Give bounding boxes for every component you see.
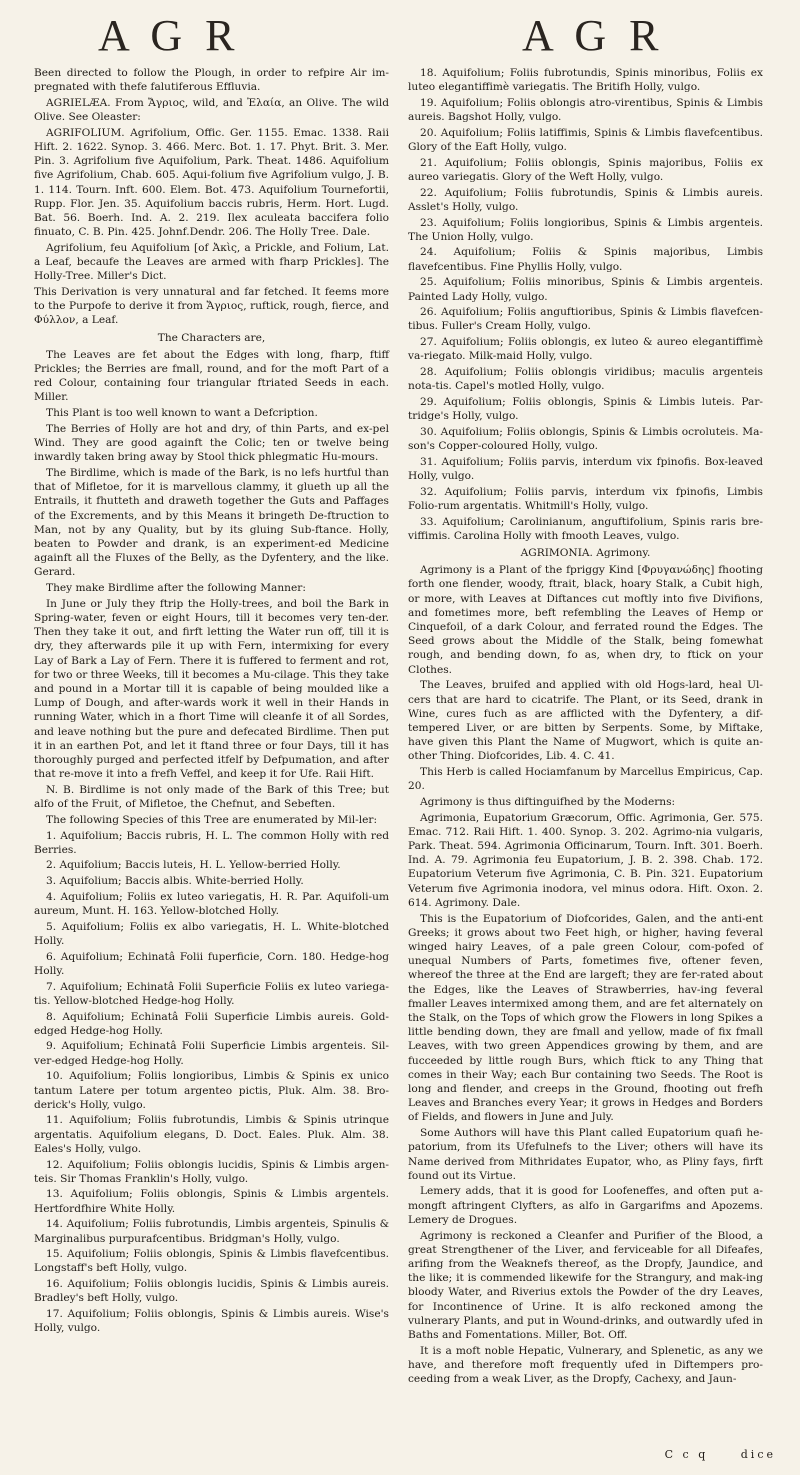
paragraph: 13. Aquifolium; Foliis oblongis, Spinis & Limbis argentels. Hertfordfhire White Holly. (34, 1188, 389, 1215)
paragraph: 9. Aquifolium; Echinatâ Folii Superficie Limbis argenteis. Sil-ver-edged Hedge-hog Holly. (34, 1040, 389, 1067)
paragraph: 29. Aquifolium; Foliis oblongis, Spinis & Limbis luteis. Par-tridge's Holly, vulgo. (408, 395, 763, 423)
paragraph: 1. Aquifolium; Baccis rubris, H. L. The common Holly with red Berries. (34, 829, 389, 856)
signature-mark: C c q (664, 1448, 709, 1461)
paragraph: This Derivation is very unnatural and far fetched. It feems more to the Purpofe to derive it from Ἄγριος, ruftick, rough, fierce, and Φύλλον, a Leaf. (34, 286, 389, 327)
paragraph: The Leaves are fet about the Edges with long, fharp, ftiff Prickles; the Berries are fmall, round, and for the moft Part of a red Colour, containing four triangular ftriated Seeds in each. Miller. (34, 348, 389, 404)
paragraph: 6. Aquifolium; Echinatâ Folii fuperficie, Corn. 180. Hedge-hog Holly. (34, 950, 389, 977)
paragraph: 31. Aquifolium; Foliis parvis, interdum vix fpinofis. Box-leaved Holly, vulgo. (408, 455, 763, 482)
paragraph: Been directed to follow the Plough, in order to refpire Air im-pregnated with thefe falutiferous Effluvia. (34, 67, 389, 94)
running-head-left: A G R (98, 11, 241, 60)
paragraph: Some Authors will have this Plant called Eupatorium quafi he-patorium, from its Ufefulnefs to the Liver; others will have its Name derived from Mithridates Eupator, who, as Pliny fays, firft found out its Virtue. (408, 1127, 763, 1182)
paragraph: This Plant is too well known to want a Defcription. (46, 407, 318, 420)
paragraph: 24. Aquifolium; Foliis & Spinis majoribus, Limbis flavefcentibus. Fine Phyllis Holly, vulgo. (408, 246, 763, 273)
paragraph: 2. Aquifolium; Baccis luteis, H. L. Yellow-berried Holly. (46, 859, 341, 872)
paragraph: 30. Aquifolium; Foliis oblongis, Spinis & Limbis ocroluteis. Ma-son's Copper-coloured Holly, vulgo. (408, 425, 763, 453)
paragraph: The Birdlime, which is made of the Bark, is no lefs hurtful than that of Mifletoe, for it is marvellous clammy, it glueth up all the Entrails, it fhutteth and draweth together the Guts and Paffages of the Excrements, and by this Means it bringeth De-ftruction to Man, not by any Quality, but by its gluing Sub-ftance. Holly, beaten to Powder and drank, is an experiment-ed Medicine againft all the Fluxes of the Belly, as the Dyfentery, and the like. Gerard. (34, 466, 389, 579)
paragraph: 32. Aquifolium; Foliis parvis, interdum vix fpinofis, Limbis Folio-rum argentatis. Whitmill's Holly, vulgo. (408, 485, 763, 512)
paragraph: AGRIMONIA. Agrimony. (520, 547, 651, 559)
paragraph: Agrimony is a Plant of the fpriggy Kind [Φρυγανώδης] fhooting forth one flender, woody, ftrait, black, hoary Stalk, a Cubit high, or more, with Leaves at Diftances cut moftly into five Divifions, and fometimes more, beft refembling the Leaves of Hemp or Cinquefoil, of a dark Colour, and ferrated round the Edges. The Seed grows about the Middle of the Stalk, being fomewhat rough, and bending down, fo as, when dry, to ftick on your Clothes. (408, 564, 763, 676)
paragraph: 27. Aquifolium; Foliis oblongis, ex luteo & aureo elegantiffimè va-riegato. Milk-maid Holly, vulgo. (408, 336, 763, 363)
paragraph: Agrifolium, feu Aquifolium [of Ἀκὶς, a Prickle, and Folium, Lat. a Leaf, becaufe the Leaves are armed with fharp Prickles]. The Holly-Tree. Miller's Dict. (34, 241, 389, 283)
paragraph: 4. Aquifolium; Foliis ex luteo variegatis, H. R. Par. Aquifoli-um aureum, Munt. H. 163. Yellow-blotched Holly. (34, 890, 389, 918)
paragraph: 3. Aquifolium; Baccis albis. White-berried Holly. (46, 875, 304, 888)
paragraph: 18. Aquifolium; Foliis fubrotundis, Spinis minoribus, Foliis ex luteo elegantiffimè variegatis. The Britifh Holly, vulgo. (408, 67, 763, 94)
paragraph: The Leaves, bruifed and applied with old Hogs-lard, heal Ul-cers that are hard to cicatrife. The Plant, or its Seed, drank in Wine, cures fuch as are afflicted with the Dyfentery, a dif-tempered Liver, or are bitten by Serpents. Some, by Miftake, have given this Plant the Name of Mugwort, which is quite an-other Thing. Diofcorides, Lib. 4. C. 41. (408, 679, 763, 763)
paragraph: 8. Aquifolium; Echinatâ Folii Superficie Limbis aureis. Gold-edged Hedge-hog Holly. (34, 1010, 389, 1037)
paragraph: In June or July they ftrip the Holly-trees, and boil the Bark in Spring-water, feven or eight Hours, till it becomes very ten-der. Then they take it out, and firft letting the Water run off, till it is dry, they afterwards pile it up with Fern, intermixing for every Lay of Bark a Lay of Fern. There it is fuffered to ferment and rot, for two or three Weeks, till it becomes a Mu-cilage. This they take and pound in a Mortar till it is capable of being moulded like a Lump of Dough, and after-wards work it well in their Hands in running Water, which in a fhort Time will cleanfe it of all Sordes, and leave nothing but the pure and defecated Birdlime. Then put it in an earthen Pot, and let it ftand three or four Days, till it has thoroughly purged and perfected itfelf by Defpumation, and after that re-move it into a frefh Veffel, and keep it for Ufe. Raii Hift. (34, 597, 389, 781)
paragraph: 12. Aquifolium; Foliis oblongis lucidis, Spinis & Limbis argen-teis. Sir Thomas Franklin's Holly, vulgo. (34, 1158, 389, 1185)
paragraph: AGRIELÆA. From Ἄγριος, wild, and Ἐλαία, an Olive. The wild Olive. See Oleaster: (34, 96, 389, 124)
running-head-right: A G R (522, 11, 665, 60)
paragraph: AGRIFOLIUM. Agrifolium, Offic. Ger. 1155. Emac. 1338. Raii Hift. 2. 1622. Synop. 3. 466. Merc. Bot. 1. 17. Phyt. Brit. 3. Mer. Pin. 3. Agrifolium five Aquifolium, Park. Theat. 1486. Aquifolium five Agrifolium, Chab. 605. Aqui-folium five Agrifolium vulgo, J. B. 1. 114. Tourn. Inft. 600. Elem. Bot. 473. Aquifolium Tournefortii, Rupp. Flor. Jen. 35. Aquifolium baccis rubris, Herm. Hort. Lugd. Bat. 56. Boerh. Ind. A. 2. 219. Ilex aculeata baccifera folio finuato, C. B. Pin. 425. Johnf.Dendr. 206. The Holly Tree. Dale. (34, 126, 389, 239)
paragraph: 33. Aquifolium; Carolinianum, anguftifolium, Spinis raris bre-viffimis. Carolina Holly with fmooth Leaves, vulgo. (408, 515, 763, 542)
paragraph: 19. Aquifolium; Foliis oblongis atro-virentibus, Spinis & Limbis aureis. Bagshot Holly, vulgo. (408, 96, 763, 124)
paragraph: It is a moft noble Hepatic, Vulnerary, and Splenetic, as any we have, and therefore moft frequently ufed in Diftempers pro-ceeding from a weak Liver, as the Dropfy, Cachexy, and Jaun- (408, 1344, 763, 1386)
left-column (34, 66, 389, 1337)
paragraph: 21. Aquifolium; Foliis oblongis, Spinis majoribus, Foliis ex aureo variegatis. Glory of the Weft Holly, vulgo. (408, 156, 763, 183)
paragraph: 14. Aquifolium; Foliis fubrotundis, Limbis argenteis, Spinulis & Marginalibus purpurafcentibus. Bridgman's Holly, vulgo. (34, 1218, 389, 1245)
paragraph: 10. Aquifolium; Foliis longioribus, Limbis & Spinis ex unico tantum Latere per totum argenteo pictis, Pluk. Alm. 38. Bro-derick's Holly, vulgo. (34, 1070, 389, 1111)
paragraph: 22. Aquifolium; Foliis fubrotundis, Spinis & Limbis aureis. Asslet's Holly, vulgo. (408, 186, 763, 213)
paragraph: 25. Aquifolium; Foliis minoribus, Spinis & Limbis argenteis. Painted Lady Holly, vulgo. (408, 276, 763, 303)
paragraph: 15. Aquifolium; Foliis oblongis, Spinis & Limbis flavefcentibus. Longstaff's beft Holly, vulgo. (34, 1248, 389, 1275)
paragraph: 26. Aquifolium; Foliis anguftioribus, Spinis & Limbis flavefcen-tibus. Fuller's Cream Holly, vulgo. (408, 306, 763, 333)
paragraph: Lemery adds, that it is good for Loofeneffes, and often put a-mongft aftringent Clyfters, as alfo in Gargarifms and Apozems. Lemery de Drogues. (408, 1185, 763, 1226)
paragraph: N. B. Birdlime is not only made of the Bark of this Tree; but alfo of the Fruit, of Mifletoe, the Chefnut, and Sebeften. (34, 783, 389, 811)
paragraph: This is the Eupatorium of Diofcorides, Galen, and the anti-ent Greeks; it grows about two Feet high, or higher, having feveral winged hairy Leaves, of a pale green Colour, com-pofed of unequal Numbers of Parts, fometimes five, oftener feven, whereof the three at the End are largeft; they are fer-rated about the Edges, like the Leaves of Strawberries, hav-ing feveral fmaller Leaves intermixed among them, and are fet alternately on the Stalk, on the Tops of which grow the Flowers in long Spikes a little bending down, they are fmall and yellow, made of fix fmall Leaves, with two green Appendices growing by them, and are fucceeded by little rough Burs, which ftick to any Thing that comes in their Way; each Bur containing two Seeds. The Root is long and flender, and creeps in the Ground, fhooting out frefh Leaves and Branches every Year; it grows in Hedges and Borders of Fields, and flowers in June and July. (408, 912, 763, 1124)
paragraph: The Characters are, (157, 331, 266, 344)
paragraph: Agrimonia, Eupatorium Græcorum, Offic. Agrimonia, Ger. 575. Emac. 712. Raii Hift. 1. 400. Synop. 3. 202. Agrimo-nia vulgaris, Park. Theat. 594. Agrimonia Officinarum, Tourn. Inft. 301. Boerh. Ind. A. 79. Agrimonia feu Eupatorium, J. B. 2. 398. Chab. 172. Eupatorium Veterum five Agrimonia, C. B. Pin. 321. Eupatorium Veterum five Agrimonia inodora, vel minus odora. Hift. Oxon. 2. 614. Agrimony. Dale. (408, 811, 763, 909)
paragraph: The Berries of Holly are hot and dry, of thin Parts, and ex-pel Wind. They are good againft the Colic; ten or twelve being inwardly taken bring away by Stool thick phlegmatic Hu-mours. (34, 422, 389, 464)
paragraph: 5. Aquifolium; Foliis ex albo variegatis, H. L. White-blotched Holly. (34, 920, 389, 947)
paragraph: This Herb is called Hociamfanum by Marcellus Empiricus, Cap. 20. (408, 766, 763, 793)
paragraph: 16. Aquifolium; Foliis oblongis lucidis, Spinis & Limbis aureis. Bradley's beft Holly, vulgo. (34, 1278, 389, 1305)
paragraph: 7. Aquifolium; Echinatâ Folii Superficie Foliis ex luteo variega-tis. Yellow-blotched Hedge-hog Holly. (34, 980, 389, 1007)
paragraph: 17. Aquifolium; Foliis oblongis, Spinis & Limbis aureis. Wise's Holly, vulgo. (34, 1308, 389, 1335)
paragraph: They make Birdlime after the following Manner: (46, 582, 306, 595)
page-footer (665, 1448, 776, 1461)
paragraph: 11. Aquifolium; Foliis fubrotundis, Limbis & Spinis utrinque argentatis. Aquifolium elegans, D. Doct. Eales. Pluk. Alm. 38. Eales's Holly, vulgo. (34, 1114, 389, 1155)
paragraph: Agrimony is thus diftinguifhed by the Moderns: (420, 795, 676, 808)
paragraph: 23. Aquifolium; Foliis longioribus, Spinis & Limbis argenteis. The Union Holly, vulgo. (408, 216, 763, 243)
catchword: dice (740, 1448, 776, 1461)
paragraph: Agrimony is reckoned a Cleanfer and Purifier of the Blood, a great Strengthener of the Liver, and ferviceable for all Difeafes, arifing from the Weaknefs thereof, as the Dropfy, Jaundice, and the like; it is commended likewife for the Strangury, and mak-ing bloody Water, and Riverius extols the Powder of the dry Leaves, for Incontinence of Urine. It is alfo reckoned among the vulnerary Plants, and put in Wound-drinks, and outwardly ufed in Baths and Fomentations. Miller, Bot. Off. (408, 1229, 763, 1341)
paragraph: 20. Aquifolium; Foliis latiffimis, Spinis & Limbis flavefcentibus. Glory of the Eaft Holly, vulgo. (408, 126, 763, 154)
right-column (408, 66, 763, 1388)
paragraph: 28. Aquifolium; Foliis oblongis viridibus; maculis argenteis nota-tis. Capel's motled Holly, vulgo. (408, 366, 763, 393)
paragraph: The following Species of this Tree are enumerated by Mil-ler: (46, 813, 378, 826)
